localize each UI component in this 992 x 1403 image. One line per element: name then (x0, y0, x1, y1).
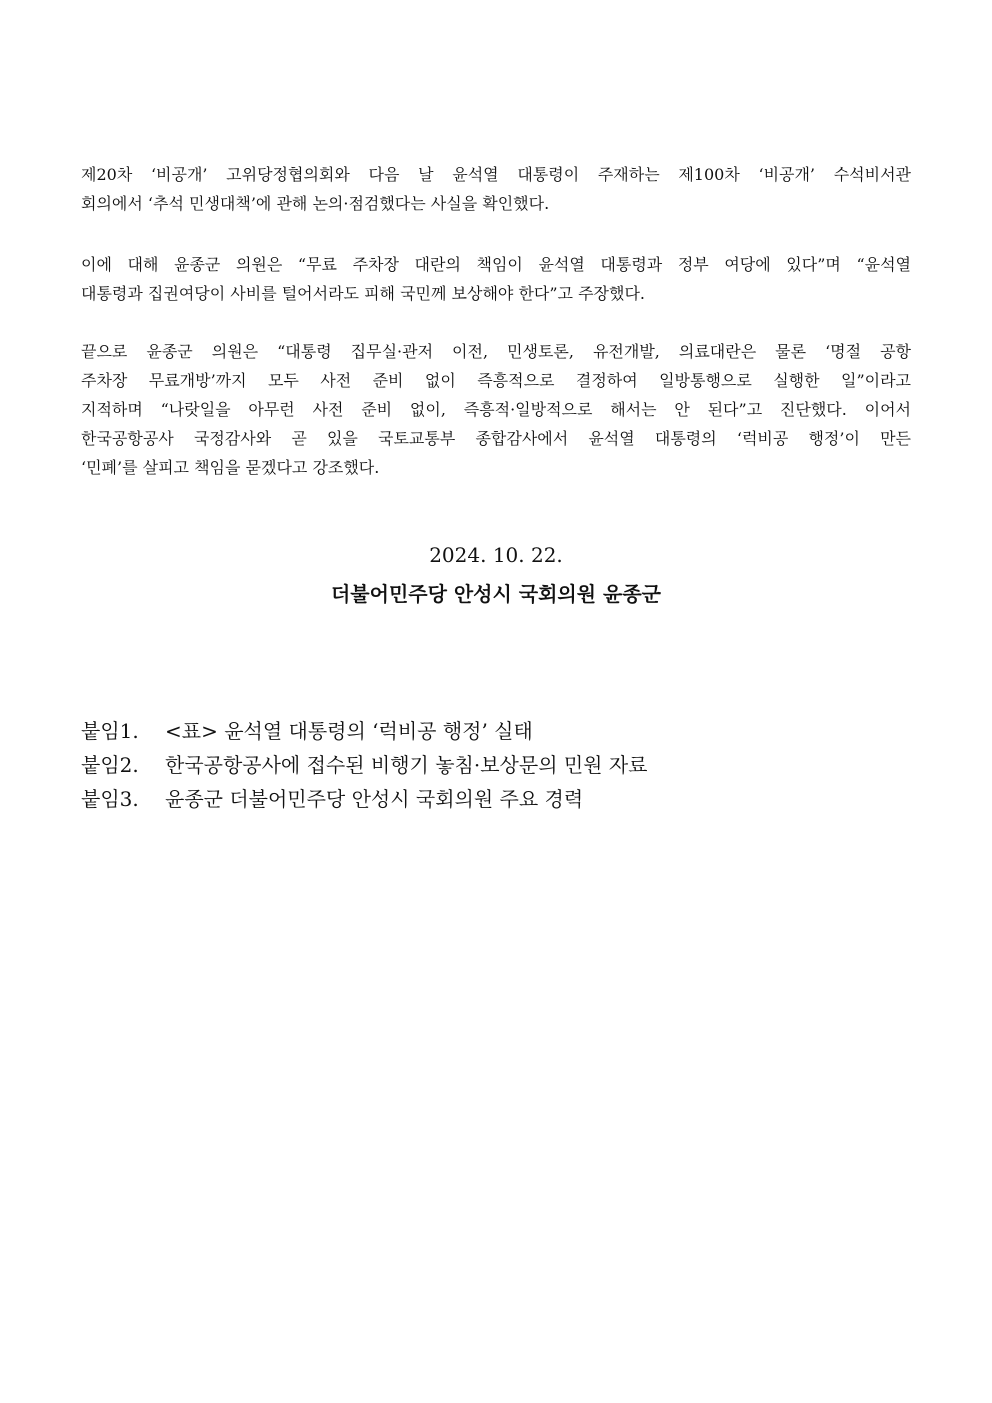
paragraph-meeting-confirmation (81, 160, 911, 218)
attachment-label: 붙임2. (81, 753, 139, 777)
paragraph-line: ‘민폐’를 살피고 책임을 묻겠다고 강조했다. (81, 458, 380, 477)
attachment-list (81, 714, 911, 816)
paragraph-conclusion (81, 337, 911, 482)
paragraph-line: 대통령과 집권여당이 사비를 털어서라도 피해 국민께 보상해야 한다”고 주장했다. (81, 284, 646, 303)
attachment-item (81, 748, 911, 782)
signature-line: 더불어민주당 안성시 국회의원 윤종군 (330, 582, 661, 606)
attachment-text: 한국공항공사에 접수된 비행기 놓침·보상문의 민원 자료 (165, 753, 648, 777)
paragraph-line: 이에 대해 윤종군 의원은 “무료 주차장 대란의 책임이 윤석열 대통령과 정부 여당에 있다”며 “윤석열 (81, 255, 911, 274)
release-date: 2024. 10. 22. (429, 543, 563, 567)
attachment-text: <표> 윤석열 대통령의 ‘럭비공 행정’ 실태 (165, 719, 533, 743)
attachment-text: 윤종군 더불어민주당 안성시 국회의원 주요 경력 (165, 787, 584, 811)
paragraph-line: 회의에서 ‘추석 민생대책’에 관해 논의·점검했다는 사실을 확인했다. (81, 194, 550, 213)
paragraph-line: 지적하며 “나랏일을 아무런 사전 준비 없이, 즉흥적·일방적으로 해서는 안 된다”고 진단했다. 이어서 (81, 400, 911, 419)
attachment-label: 붙임3. (81, 787, 139, 811)
paragraph-line: 제20차 ‘비공개’ 고위당정협의회와 다음 날 윤석열 대통령이 주재하는 제100차 ‘비공개’ 수석비서관 (81, 165, 911, 184)
paragraph-responsibility-claim (81, 250, 911, 308)
attachment-item (81, 782, 911, 816)
paragraph-line: 끝으로 윤종군 의원은 “대통령 집무실·관저 이전, 민생토론, 유전개발, 의료대란은 물론 ‘명절 공항 (81, 342, 911, 361)
paragraph-line: 주차장 무료개방’까지 모두 사전 준비 없이 즉흥적으로 결정하여 일방통행으로 실행한 일”이라고 (81, 371, 911, 390)
paragraph-line: 한국공항공사 국정감사와 곧 있을 국토교통부 종합감사에서 윤석열 대통령의 ‘럭비공 행정’이 만든 (81, 429, 911, 448)
attachment-label: 붙임1. (81, 719, 139, 743)
attachment-item (81, 714, 911, 748)
